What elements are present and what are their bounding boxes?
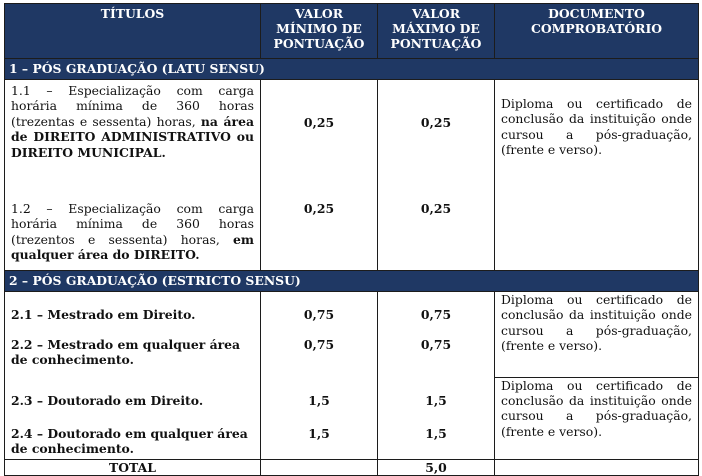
item-2-2: 2.2 – Mestrado em qualquer área de conhecimento.: [5, 337, 261, 377]
section-title-latu-sensu: 1 – PÓS GRADUAÇÃO (LATU SENSU): [5, 59, 699, 80]
table-row: [5, 377, 699, 426]
table-row: [5, 80, 699, 202]
item-1-1: [5, 80, 261, 202]
total-label: TOTAL: [5, 460, 261, 476]
section-row: [5, 271, 699, 292]
item-1-2: [5, 201, 261, 271]
item-2-4: 2.4 – Doutorado em qualquer área de conhecimento.: [5, 426, 261, 460]
item-2-3: 2.3 – Doutorado em Direito.: [5, 377, 261, 426]
header-valor-minimo: VALOR MÍNIMO DE PONTUAÇÃO: [261, 4, 378, 59]
header-documento: DOCUMENTO COMPROBATÓRIO: [495, 4, 699, 59]
doc-section-2-mestrado: Diploma ou certificado de conclusão da instituição onde cursou a pós-graduação, (frente e verso).: [495, 292, 699, 378]
total-value: 5,0: [378, 460, 495, 476]
doc-section-2-doutorado: Diploma ou certificado de conclusão da instituição onde cursou a pós-graduação, (frente e verso).: [495, 377, 699, 460]
item-1-2-max: 0,25: [378, 201, 495, 271]
table-row: [5, 292, 699, 338]
item-1-2-text: 1.2 – Especialização com carga horária mínima de 360 horas (trezentos e sessenta) horas,: [11, 201, 254, 247]
header-titulos: TÍTULOS: [5, 4, 261, 59]
item-2-1-min: 0,75: [261, 292, 378, 338]
item-2-3-min: 1,5: [261, 377, 378, 426]
section-row: [5, 59, 699, 80]
item-2-3-max: 1,5: [378, 377, 495, 426]
total-doc-empty: [495, 460, 699, 476]
item-2-2-min: 0,75: [261, 337, 378, 377]
item-1-1-min: 0,25: [261, 80, 378, 202]
item-2-1: 2.1 – Mestrado em Direito.: [5, 292, 261, 338]
item-1-1-bold: na área de DIREITO ADMINISTRATIVO ou DIREITO MUNICIPAL.: [11, 113, 254, 160]
item-2-4-max: 1,5: [378, 426, 495, 460]
item-2-4-min: 1,5: [261, 426, 378, 460]
total-min-empty: [261, 460, 378, 476]
doc-section-1: Diploma ou certificado de conclusão da instituição onde cursou a pós-graduação, (frente e verso).: [495, 80, 699, 271]
item-1-1-max: 0,25: [378, 80, 495, 202]
item-1-1-text: 1.1 – Especialização com carga horária mínima de 360 horas (trezentas e sessenta) horas,: [11, 83, 254, 129]
item-2-1-max: 0,75: [378, 292, 495, 338]
section-title-estricto-sensu: 2 – PÓS GRADUAÇÃO (ESTRICTO SENSU): [5, 271, 699, 292]
total-row: [5, 460, 699, 476]
item-1-2-min: 0,25: [261, 201, 378, 271]
header-row: [5, 4, 699, 59]
item-1-2-bold: em qualquer área do DIREITO.: [11, 231, 254, 263]
header-valor-maximo: VALOR MÁXIMO DE PONTUAÇÃO: [378, 4, 495, 59]
scoring-table: [4, 3, 699, 476]
item-2-2-max: 0,75: [378, 337, 495, 377]
